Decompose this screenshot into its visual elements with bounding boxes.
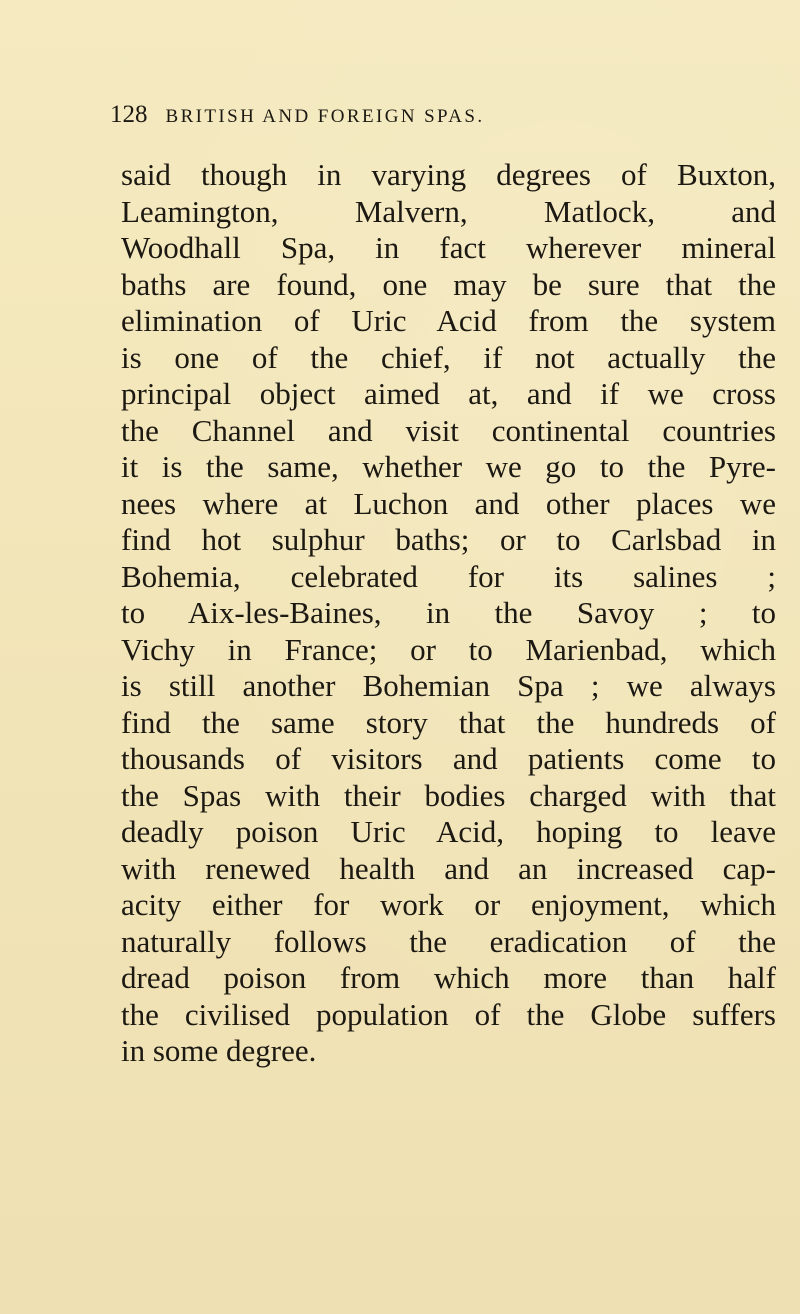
text-line: deadly poison Uric Acid, hoping to leave [121,814,776,849]
text-line: naturally follows the eradication of the [121,923,776,959]
text-line: thousands of visitors and patients come to [121,741,776,776]
text-line: nees where at Luchon and other places we [121,485,776,521]
text-line: principal object aimed at, and if we cross [121,376,776,411]
body-paragraph [121,157,776,1070]
running-title: BRITISH AND FOREIGN SPAS. [165,106,485,127]
text-line: said though in varying degrees of Buxton, [121,157,776,192]
text-line: is still another Bohemian Spa ; we always [121,668,776,703]
text-line: find the same story that the hundreds of [121,704,776,740]
text-line: acity either for work or enjoyment, which [121,887,776,922]
text-line: it is the same, whether we go to the Pyre- [121,449,776,484]
text-line: the Channel and visit continental countries [121,412,776,448]
text-line: Leamington, Malvern, Matlock, and [121,193,776,229]
text-line: Woodhall Spa, in fact wherever mineral [121,230,776,265]
text-line: is one of the chief, if not actually the [121,339,776,375]
page-number: 128 [110,101,148,128]
text-line: with renewed health and an increased cap- [121,850,776,886]
text-line: the civilised population of the Globe suffers [121,996,776,1032]
text-line: dread poison from which more than half [121,960,776,995]
running-head [110,101,770,133]
text-line: to Aix-les-Baines, in the Savoy ; to [121,595,776,630]
text-line: Bohemia, celebrated for its salines ; [121,558,776,594]
text-line: Vichy in France; or to Marienbad, which [121,631,776,667]
text-line: find hot sulphur baths; or to Carlsbad in [121,522,776,557]
text-line: in some degree. [121,1033,317,1068]
text-line: baths are found, one may be sure that the [121,266,776,302]
text-line: elimination of Uric Acid from the system [121,303,776,338]
text-line: the Spas with their bodies charged with that [121,777,776,813]
